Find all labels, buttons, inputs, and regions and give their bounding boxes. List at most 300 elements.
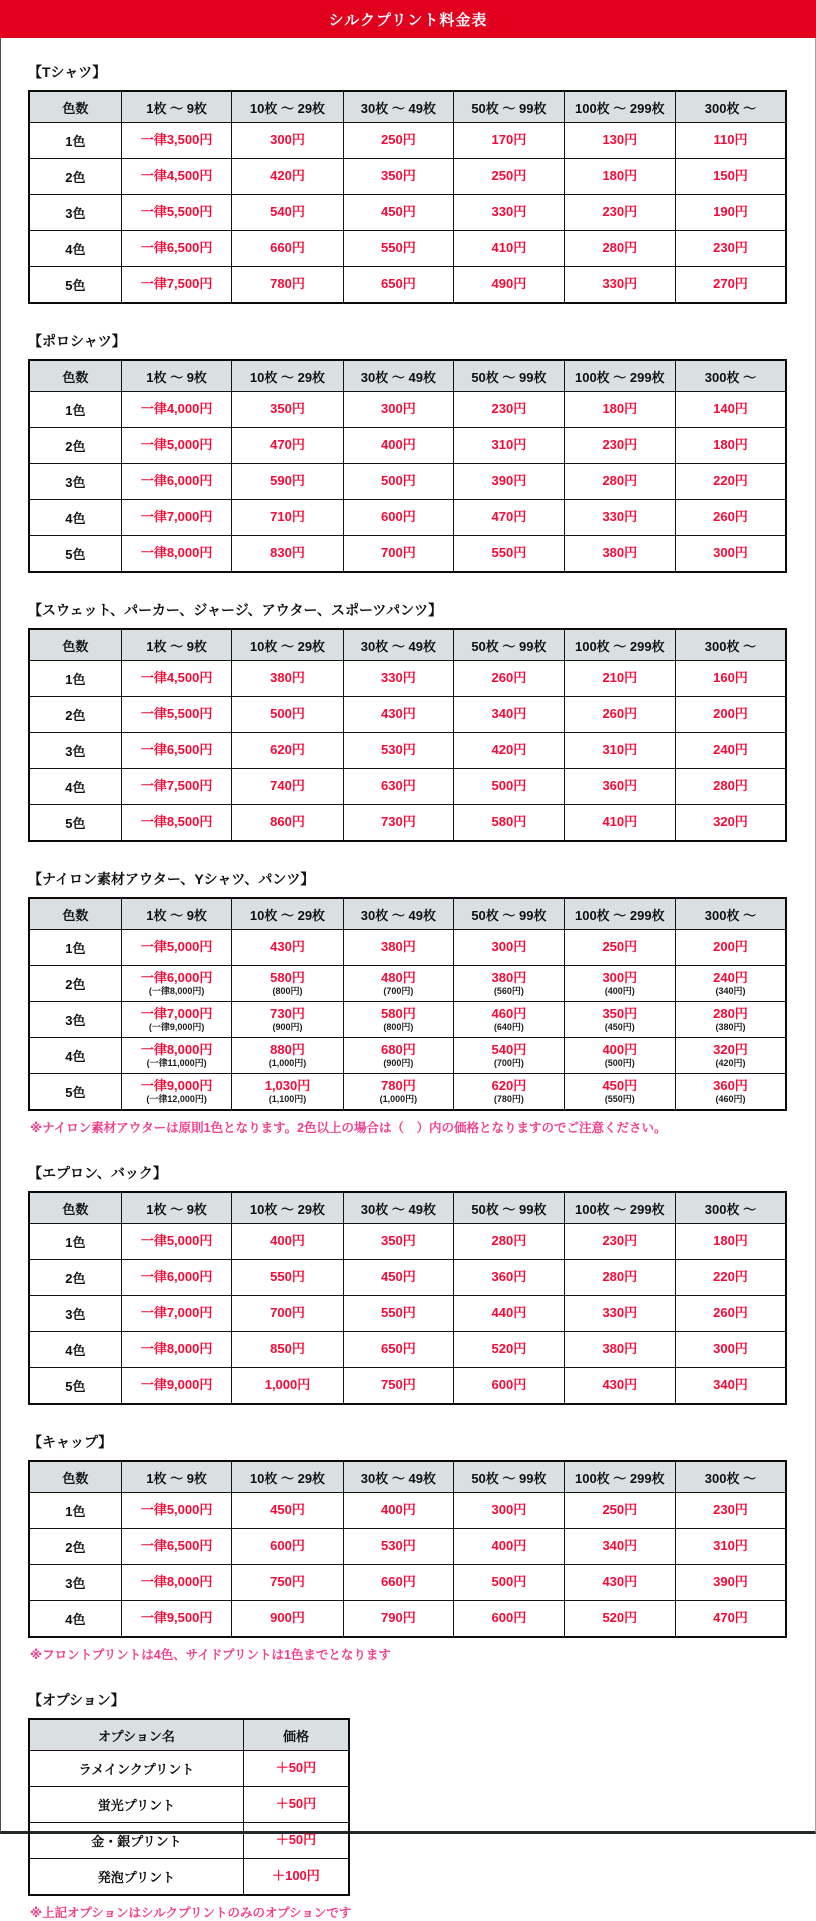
table-row [29,966,786,1002]
column-header: 1枚 ～ 9枚 [121,898,232,930]
price-amount: 390円 [491,473,527,489]
price-amount: 340円 [602,1538,638,1554]
price-cell [564,392,675,428]
price-amount: 320円 [713,1041,748,1057]
price-alt-amount: (380円) [715,1021,746,1032]
pricing-section [28,1432,787,1663]
price-amount: 590円 [270,473,305,489]
table-row [29,1601,786,1638]
row-label: 1色 [29,392,121,428]
price-cell [564,1038,675,1074]
price-amount: 220円 [713,473,748,489]
price-cell [454,500,565,536]
price-alt-amount: (700円) [493,1057,524,1068]
price-cell [343,231,454,267]
price-cell [564,769,675,805]
page-content [0,38,816,1920]
price-amount: 300円 [713,1341,748,1357]
price-amount: 130円 [602,132,638,148]
table-row [29,1368,786,1405]
column-header: 50枚 ～ 99枚 [454,91,565,123]
price-amount: 580円 [381,1005,416,1021]
section-title: 【スウェット、パーカー、ジャージ、アウター、スポーツパンツ】 [28,602,443,618]
column-header: 30枚 ～ 49枚 [343,898,454,930]
column-header: 1枚 ～ 9枚 [121,1461,232,1493]
price-amount: 730円 [381,814,416,830]
price-cell [675,966,786,1002]
table-row [29,500,786,536]
row-label: 5色 [29,1074,121,1111]
price-amount: 300円 [270,132,305,148]
price-alt-amount: (1,000円) [268,1057,307,1068]
price-amount: 660円 [381,1574,416,1590]
price-amount: 700円 [270,1305,305,1321]
price-cell [121,392,232,428]
row-label: 4色 [29,500,121,536]
price-amount: 860円 [270,814,305,830]
price-cell [675,500,786,536]
price-cell [343,536,454,573]
price-cell [232,1038,343,1074]
pricing-section [28,1163,787,1405]
column-header: 300枚 ～ [675,91,786,123]
price-cell [343,1074,454,1111]
price-cell [243,1823,349,1859]
price-amount: 260円 [602,706,638,722]
price-amount: 490円 [491,276,527,292]
price-amount: 一律5,000円 [140,939,213,955]
price-alt-amount: (500円) [604,1057,635,1068]
price-cell [121,1296,232,1332]
price-cell [121,1565,232,1601]
price-amount: 一律7,500円 [140,276,213,292]
price-amount: 110円 [713,132,748,148]
price-cell [243,1859,349,1896]
price-amount: 250円 [491,168,527,184]
price-amount: 380円 [602,545,638,561]
price-amount: 一律6,500円 [140,240,213,256]
price-amount: 790円 [381,1610,416,1626]
price-cell [232,966,343,1002]
price-amount: 360円 [602,778,638,794]
price-cell [454,930,565,966]
price-amount: 170円 [491,132,527,148]
price-cell [454,195,565,231]
price-amount: 400円 [381,1502,416,1518]
price-amount: 500円 [491,1574,527,1590]
price-cell [564,1493,675,1529]
table-row [29,195,786,231]
price-cell [675,1368,786,1405]
column-header: 30枚 ～ 49枚 [343,1461,454,1493]
price-amount: 380円 [270,670,305,686]
price-amount: 650円 [381,276,416,292]
price-cell [232,1260,343,1296]
price-alt-amount: (1,000円) [379,1093,418,1104]
price-cell [343,500,454,536]
price-alt-amount: (550円) [604,1093,635,1104]
price-amount: 250円 [602,939,638,955]
price-amount: 460円 [491,1005,527,1021]
section-note: ※フロントプリントは4色、サイドプリントは1色までとなります [30,1648,391,1662]
price-cell [454,267,565,304]
price-cell [454,661,565,697]
price-cell [232,428,343,464]
price-amount: 300円 [713,545,748,561]
price-cell [675,1493,786,1529]
price-cell [121,1002,232,1038]
row-label: 4色 [29,1601,121,1638]
price-amount: 350円 [270,401,305,417]
price-cell [121,697,232,733]
price-cell [675,769,786,805]
price-amount: 230円 [713,1502,748,1518]
price-amount: 300円 [491,939,527,955]
table-row [29,1074,786,1111]
price-amount: 550円 [381,1305,416,1321]
price-alt-amount: (一律11,000円) [146,1057,207,1068]
price-amount: 400円 [270,1233,305,1249]
price-cell [232,1002,343,1038]
column-header: 10枚 ～ 29枚 [232,629,343,661]
price-cell [232,1332,343,1368]
column-header: 300枚 ～ [675,1192,786,1224]
price-alt-amount: (一律12,000円) [146,1093,207,1104]
price-amount: 740円 [270,778,305,794]
price-amount: 250円 [381,132,416,148]
row-label: 2色 [29,966,121,1002]
price-amount: 一律9,000円 [140,1077,213,1093]
row-label: 金・銀プリント [29,1823,243,1859]
price-amount: 530円 [381,742,416,758]
price-amount: 200円 [713,939,748,955]
row-label: 1色 [29,123,121,159]
price-cell [232,1368,343,1405]
price-cell [121,1260,232,1296]
price-alt-amount: (1,100円) [268,1093,307,1104]
column-header: 1枚 ～ 9枚 [121,629,232,661]
price-amount: 540円 [491,1041,527,1057]
price-amount: 270円 [713,276,748,292]
price-alt-amount: (400円) [604,985,635,996]
header-row [29,91,786,123]
price-amount: 200円 [713,706,748,722]
price-amount: 190円 [713,204,748,220]
price-cell [454,536,565,573]
column-header: 300枚 ～ [675,360,786,392]
price-cell [232,1224,343,1260]
price-alt-amount: (900円) [383,1057,414,1068]
row-label: 2色 [29,428,121,464]
price-cell [675,1565,786,1601]
section-title: 【オプション】 [28,1692,125,1708]
row-label: 4色 [29,231,121,267]
price-cell [564,1332,675,1368]
table-row [29,1332,786,1368]
column-header: 50枚 ～ 99枚 [454,1461,565,1493]
price-cell [343,1601,454,1638]
price-cell [232,195,343,231]
price-amount: 450円 [602,1077,638,1093]
price-amount: 450円 [381,1269,416,1285]
price-cell [564,1529,675,1565]
price-amount: 一律8,000円 [140,545,213,561]
price-amount: 150円 [713,168,748,184]
price-cell [675,392,786,428]
column-header: 色数 [29,1192,121,1224]
table-row [29,1493,786,1529]
price-amount: 350円 [381,1233,416,1249]
price-cell [564,1601,675,1638]
price-amount: 180円 [713,437,748,453]
price-amount: 300円 [381,401,416,417]
price-cell [454,1038,565,1074]
price-amount: 390円 [713,1574,748,1590]
price-amount: 630円 [381,778,416,794]
price-cell [232,769,343,805]
price-amount: 660円 [270,240,305,256]
price-amount: 320円 [713,814,748,830]
price-amount: 500円 [491,778,527,794]
price-amount: 380円 [602,1341,638,1357]
row-label: 2色 [29,697,121,733]
price-cell [675,1002,786,1038]
column-header: 1枚 ～ 9枚 [121,360,232,392]
price-amount: 700円 [381,545,416,561]
row-label: 発泡プリント [29,1859,243,1896]
price-amount: 550円 [270,1269,305,1285]
price-amount: 300円 [602,969,638,985]
price-cell [675,1332,786,1368]
price-amount: 380円 [381,939,416,955]
price-amount: 310円 [491,437,527,453]
price-cell [343,1260,454,1296]
column-header: 100枚 ～ 299枚 [564,629,675,661]
price-amount: 730円 [270,1005,305,1021]
row-label: 5色 [29,267,121,304]
price-cell [243,1787,349,1823]
price-amount: 580円 [270,969,305,985]
price-cell [675,697,786,733]
price-cell [454,1529,565,1565]
price-cell [675,536,786,573]
row-label: 2色 [29,1529,121,1565]
column-header: 50枚 ～ 99枚 [454,629,565,661]
column-header: 10枚 ～ 29枚 [232,1192,343,1224]
price-cell [454,697,565,733]
price-alt-amount: (一律9,000円) [148,1021,205,1032]
header-row [29,1461,786,1493]
section-title: 【Tシャツ】 [28,64,107,80]
price-cell [343,159,454,195]
price-amount: 430円 [602,1377,638,1393]
price-cell [121,1074,232,1111]
price-cell [343,769,454,805]
price-alt-amount: (340円) [715,985,746,996]
price-amount: 一律6,500円 [140,742,213,758]
price-amount: ＋50円 [275,1760,317,1776]
price-cell [232,1601,343,1638]
price-cell [121,267,232,304]
column-header: 10枚 ～ 29枚 [232,1461,343,1493]
price-amount: 330円 [602,276,638,292]
price-amount: 一律6,000円 [140,473,213,489]
column-header: 50枚 ～ 99枚 [454,360,565,392]
price-cell [121,536,232,573]
price-cell [343,966,454,1002]
price-cell [121,733,232,769]
price-amount: 280円 [713,778,748,794]
price-cell [343,392,454,428]
price-amount: 240円 [713,969,748,985]
table-row [29,123,786,159]
price-cell [232,805,343,842]
price-cell [121,769,232,805]
price-amount: 一律4,000円 [140,401,213,417]
price-amount: 一律8,000円 [140,1341,213,1357]
price-amount: 一律8,000円 [140,1041,213,1057]
column-header: 30枚 ～ 49枚 [343,360,454,392]
price-alt-amount: (780円) [493,1093,524,1104]
price-amount: 300円 [491,1502,527,1518]
price-amount: 280円 [713,1005,748,1021]
price-cell [454,805,565,842]
price-amount: 一律5,000円 [140,1502,213,1518]
price-cell [343,1529,454,1565]
price-amount: 450円 [270,1502,305,1518]
price-amount: 230円 [602,1233,638,1249]
section-title: 【ポロシャツ】 [28,333,126,349]
column-header: 30枚 ～ 49枚 [343,91,454,123]
price-cell [454,231,565,267]
price-cell [243,1751,349,1787]
price-cell [564,267,675,304]
row-label: 4色 [29,1038,121,1074]
price-cell [232,930,343,966]
table-row [29,697,786,733]
price-amount: 530円 [381,1538,416,1554]
column-header: 色数 [29,360,121,392]
pricing-section [28,62,787,304]
price-cell [675,267,786,304]
price-amount: 一律5,500円 [140,706,213,722]
price-cell [121,195,232,231]
price-cell [232,697,343,733]
price-cell [454,1565,565,1601]
price-alt-amount: (900円) [272,1021,303,1032]
price-amount: 780円 [270,276,305,292]
pricing-table [28,359,787,573]
price-cell [343,428,454,464]
pricing-section [28,600,787,842]
price-cell [343,1038,454,1074]
price-amount: ＋50円 [275,1796,317,1812]
price-amount: 360円 [491,1269,527,1285]
price-amount: 一律5,500円 [140,204,213,220]
price-cell [232,1565,343,1601]
price-amount: 一律9,000円 [140,1377,213,1393]
price-amount: 420円 [270,168,305,184]
price-amount: 600円 [270,1538,305,1554]
price-cell [343,1002,454,1038]
price-cell [343,195,454,231]
row-label: 5色 [29,1368,121,1405]
column-header: 50枚 ～ 99枚 [454,898,565,930]
table-row [29,1038,786,1074]
pricing-section [28,331,787,573]
price-amount: 210円 [602,670,638,686]
column-header: 30枚 ～ 49枚 [343,629,454,661]
price-cell [675,1529,786,1565]
price-cell [675,231,786,267]
price-amount: 340円 [713,1377,748,1393]
price-alt-amount: (420円) [715,1057,746,1068]
price-cell [232,231,343,267]
price-cell [675,464,786,500]
price-amount: 一律7,000円 [140,509,213,525]
pricing-table [28,1718,350,1896]
price-alt-amount: (450円) [604,1021,635,1032]
pricing-section [28,1690,787,1921]
price-amount: 830円 [270,545,305,561]
price-amount: 710円 [270,509,305,525]
price-cell [232,123,343,159]
price-amount: 430円 [381,706,416,722]
table-row [29,1529,786,1565]
price-cell [454,428,565,464]
price-cell [343,930,454,966]
column-header: 10枚 ～ 29枚 [232,360,343,392]
header-row [29,1719,349,1751]
pricing-table [28,1191,787,1405]
price-amount: 540円 [270,204,305,220]
price-cell [121,1493,232,1529]
price-amount: 500円 [270,706,305,722]
price-cell [454,1332,565,1368]
price-cell [343,1368,454,1405]
price-cell [121,1601,232,1638]
price-cell [343,805,454,842]
price-amount: 280円 [602,1269,638,1285]
price-cell [564,536,675,573]
price-cell [564,195,675,231]
column-header: 色数 [29,91,121,123]
page-title: シルクプリント料金表 [328,11,488,29]
price-amount: 680円 [381,1041,416,1057]
table-row [29,1565,786,1601]
price-amount: 480円 [381,969,416,985]
price-amount: 一律7,000円 [140,1005,213,1021]
section-note: ※上記オプションはシルクプリントのみのオプションです [30,1906,352,1920]
price-amount: 310円 [602,742,638,758]
table-row [29,733,786,769]
column-header: 色数 [29,1461,121,1493]
price-alt-amount: (800円) [383,1021,414,1032]
price-cell [343,1493,454,1529]
price-amount: 550円 [491,545,527,561]
price-amount: 一律6,000円 [140,969,213,985]
column-header: 300枚 ～ [675,629,786,661]
price-cell [564,661,675,697]
price-amount: 330円 [491,204,527,220]
price-cell [454,966,565,1002]
header-row [29,360,786,392]
table-row [29,1002,786,1038]
price-cell [454,1002,565,1038]
table-row [29,1823,349,1859]
price-cell [343,697,454,733]
price-cell [232,500,343,536]
